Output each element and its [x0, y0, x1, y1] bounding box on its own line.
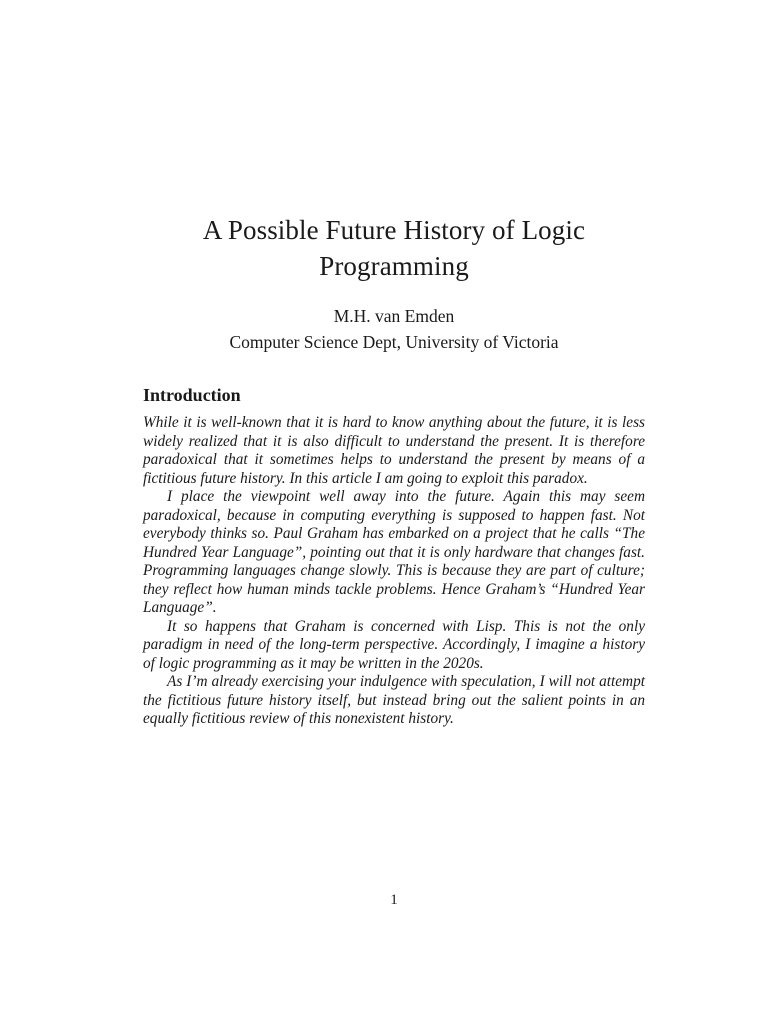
paragraph: As I’m already exercising your indulgence with speculation, I will not attempt the fictitious future history itself, but instead bring out the salient points in an equally fictitious review of this nonexistent history.: [143, 673, 645, 727]
section-body: [143, 414, 645, 729]
section-heading: Introduction: [143, 385, 241, 405]
paper-title-line-1: A Possible Future History of Logic: [202, 215, 586, 245]
title-block: [0, 212, 768, 284]
author-block: [0, 303, 768, 355]
paragraph: I place the viewpoint well away into the future. Again this may seem paradoxical, because in computing everything is supposed to happen fast. Not everybody thinks so. Paul Graham has embarked on a project that he calls “The Hundred Year Language”, pointing out that it is only hardware that changes fast. Programming languages change slowly. This is because they are part of culture; they reflect how human minds tackle problems. Hence Graham’s “Hundred Year Language”.: [143, 488, 645, 616]
paragraph: While it is well-known that it is hard to know anything about the future, it is less widely realized that it is also difficult to understand the present. It is therefore paradoxical that it sometimes helps to understand the present by means of a fictitious future history. In this article I am going to exploit this paradox.: [143, 414, 645, 487]
author-affiliation: Computer Science Dept, University of Victoria: [229, 332, 559, 352]
page-number: 1: [390, 892, 398, 908]
paragraph: It so happens that Graham is concerned with Lisp. This is not the only paradigm in need of the long-term perspective. Accordingly, I imagine a history of logic programming as it may be written in the 2020s.: [143, 617, 645, 672]
author-name: M.H. van Emden: [333, 306, 455, 326]
paper-title-line-2: Programming: [319, 251, 469, 281]
